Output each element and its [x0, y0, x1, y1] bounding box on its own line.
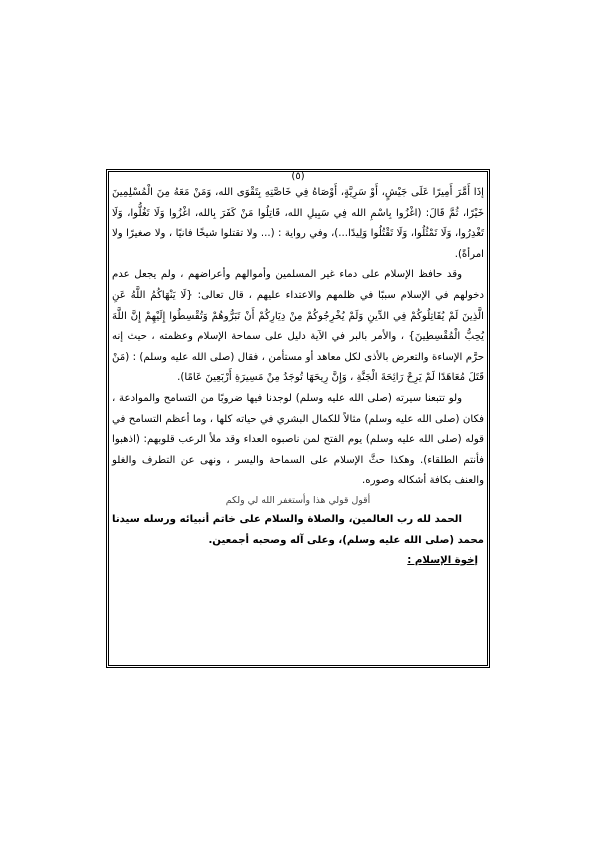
paragraph-prophet-tolerance: ولو تتبعنا سيرته (صلى الله عليه وسلم) لوجدنا فيها ضروبًا من التسامح والموادعة ، فكان (صلى الله عليه وسلم) مثالاً للكمال البشري في حياته كلها ، وما أعظم التسامح في قوله (صلى الله عليه وسلم) يوم الفتح لمن ناصبوه العداء وقد ملأ الرعب قلوبهم: (اذهبوا فأنتم الطلقاء). وهكذا حثَّ الإسلام على السماحة واليسر ، ونهى عن التطرف والغلو والعنف بكافة أشكاله وصوره. — [112, 392, 484, 487]
closing-quote: أقول قولي هذا وأستغفر الله لي ولكم — [225, 494, 371, 506]
paragraph-non-muslims-rights: وقد حافظ الإسلام على دماء غير المسلمين وأموالهم وأعراضهم ، ولم يجعل عدم دخولهم في الإسلام سببًا في ظلمهم والاعتداء عليهم ، قال تعالى: {لَا يَنْهَاكُمُ اللَّهُ عَنِ الَّذِينَ لَمْ يُقَاتِلُوكُمْ فِي الدِّينِ وَلَمْ يُخْرِجُوكُمْ مِنْ دِيَارِكُمْ أَنْ تَبَرُّوهُمْ وَتُقْسِطُوا إِلَيْهِمْ إِنَّ اللَّهَ يُحِبُّ الْمُقْسِطِينَ} ، والأمر بالبر في الآية دليل على سماحة الإسلام وعظمته ، حيث إنه حرَّم الإساءة والتعرض بالأذى لكل معاهد أو مستأمن ، فقال (صلى الله عليه وسلم) : (مَنْ قَتَلَ مُعَاهَدًا لَمْ يَرِحْ رَائِحَةَ الْجَنَّةِ ، وَإِنَّ رِيحَهَا تُوجَدُ مِنْ مَسِيرَةِ أَرْبَعِينَ عَامًا). — [112, 269, 484, 384]
section-heading: إخوة الإسلام : — [407, 555, 478, 567]
page-number: (٥) — [291, 171, 305, 182]
closing-praise: الحمد لله رب العالمين، والصلاة والسلام على خاتم أنبيائه ورسله سيدنا محمد (صلى الله عليه وسلم)، وعلى آله وصحبه أجمعين. — [112, 513, 484, 546]
page-content — [112, 171, 484, 572]
paragraph-hadith: إذَا أَمَّرَ أَمِيرًا عَلَى جَيْشٍ، أَوْ سَرِيَّةٍ، أَوْصَاهُ فِي خَاصَّتِهِ بِتَقْوَى الله، وَمَنْ مَعَهُ مِنَ الْمُسْلِمِينَ خَيْرًا، ثُمَّ قَالَ: (اغْزُوا بِاسْمِ الله فِي سَبِيلِ الله، قَاتِلُوا مَنْ كَفَرَ بِالله، اغْزُوا وَلَا تَغُلُّوا، وَلَا تَغْدِرُوا، وَلَا تَمْثُلُوا، وَلَا تَقْتُلُوا وَلِيدًا...)، وفي رواية : (... ولا تقتلوا شيخًا فانيًا ، ولا صغيرًا ولا امرأةً). — [112, 187, 484, 260]
